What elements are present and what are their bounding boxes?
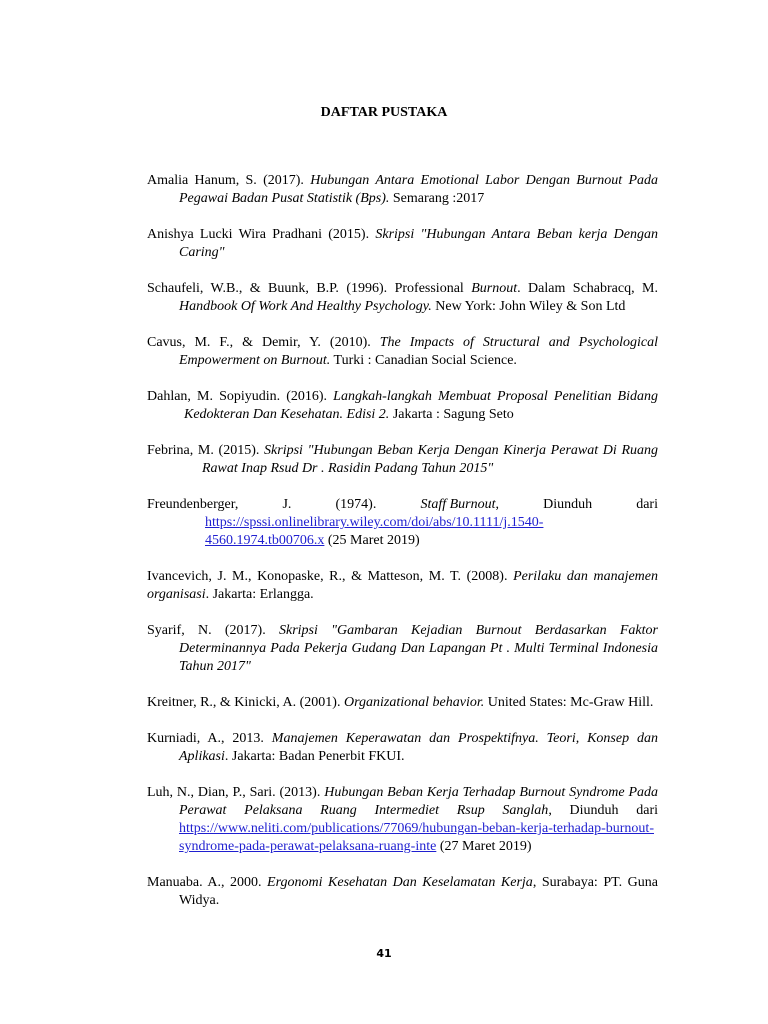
reference-author: Cavus, M. F., & Demir, Y. (2010). <box>147 335 380 350</box>
reference-title: Skripsi "Hubungan Beban Kerja Dengan Kinerja Perawat Di Ruang Rawat Inap Rsud Dr . Rasidin Padang Tahun 2015" <box>202 443 658 476</box>
reference-downloaded: Diunduh <box>543 497 593 512</box>
reference-title: Hubungan Antara Emotional Labor Dengan Burnout Pada Pegawai Badan Pusat Statistik (Bps). <box>179 173 658 206</box>
page-title: DAFTAR PUSTAKA <box>320 105 448 120</box>
reference-item <box>147 730 658 766</box>
reference-title: Hubungan Beban Kerja Terhadap Burnout Syndrome Pada Perawat Pelaksana Ruang Intermediet Rsup Sanglah <box>179 785 658 818</box>
reference-item <box>147 388 658 424</box>
reference-publisher: United States: Mc-Graw Hill. <box>484 695 654 710</box>
reference-title: Langkah-langkah Membuat Proposal Penelitian Bidang Kedokteran Dan Kesehatan. Edisi 2. <box>184 389 658 422</box>
reference-item <box>147 442 658 478</box>
reference-author: Schaufeli, W.B., & Buunk, B.P. (1996). Professional <box>147 281 472 296</box>
reference-list <box>147 172 658 928</box>
reference-author: Amalia Hanum, S. (2017). <box>147 173 311 188</box>
reference-publisher: . Jakarta: Badan Penerbit FKUI. <box>224 749 405 764</box>
reference-author: Manuaba. A., 2000. <box>147 875 268 890</box>
reference-author: Kreitner, R., & Kinicki, A. (2001). <box>147 695 344 710</box>
reference-year: (1974). <box>335 497 377 512</box>
page-number: 41 <box>376 947 392 960</box>
reference-title: Staff Burnout <box>420 497 496 512</box>
reference-author: Anishya Lucki Wira Pradhani (2015). <box>147 227 376 242</box>
reference-title: Ergonomi Kesehatan Dan Keselamatan Kerja <box>267 875 533 890</box>
reference-author: Febrina, M. (2015). <box>147 443 265 458</box>
reference-initial: J. <box>282 497 292 512</box>
reference-item <box>147 334 658 370</box>
reference-item <box>147 172 658 208</box>
reference-item <box>147 874 658 910</box>
reference-title: Manajemen Keperawatan dan Prospektifnya. Teori, Konsep dan Aplikasi <box>179 731 658 764</box>
reference-publisher: , Surabaya: PT. Guna Widya. <box>179 875 658 908</box>
reference-publisher: Jakarta : Sagung Seto <box>389 407 514 422</box>
reference-title: The Impacts of Structural and Psychological Empowerment on Burnout. <box>179 335 658 368</box>
reference-access-date: (27 Maret 2019) <box>436 839 532 854</box>
reference-item <box>147 496 658 550</box>
reference-downloaded: , Diunduh dari <box>548 803 659 818</box>
reference-text: . Dalam Schabracq, M. <box>517 281 658 296</box>
reference-comma: , <box>495 497 499 512</box>
reference-link-block <box>147 514 658 550</box>
reference-publisher: Semarang :2017 <box>389 191 485 206</box>
reference-item <box>147 568 658 604</box>
reference-item <box>147 694 658 712</box>
reference-title: Burnout <box>471 281 518 296</box>
reference-access-date: (25 Maret 2019) <box>324 533 420 548</box>
reference-item <box>147 622 658 676</box>
reference-title: Organizational behavior. <box>343 695 485 710</box>
reference-link[interactable]: https://www.neliti.com/publications/77069/hubungan-beban-kerja-terhadap-burnout-syndrome-pada-perawat-pelaksana-ruang-inte <box>179 821 654 854</box>
reference-author: Luh, N., Dian, P., Sari. (2013). <box>147 785 325 800</box>
reference-title: Perilaku dan manajemen organisasi <box>147 569 659 602</box>
reference-author: Ivancevich, J. M., Konopaske, R., & Matteson, M. T. (2008). <box>147 569 514 584</box>
reference-author: Syarif, N. (2017). <box>147 623 279 638</box>
reference-item <box>147 280 658 316</box>
reference-publisher: . Jakarta: Erlangga. <box>205 587 314 602</box>
reference-title: Skripsi "Gambaran Kejadian Burnout Berdasarkan Faktor Determinannya Pada Pekerja Gudang Dan Lapangan Pt . Multi Terminal Indonesia Tahun 2017" <box>179 623 658 674</box>
reference-link[interactable]: https://spssi.onlinelibrary.wiley.com/doi/abs/10.1111/j.1540-4560.1974.tb00706.x <box>205 515 544 548</box>
reference-from: dari <box>636 497 658 512</box>
reference-author: Freundenberger, <box>147 497 239 512</box>
reference-first-line <box>147 496 658 514</box>
reference-title: Skripsi "Hubungan Antara Beban kerja Dengan Caring" <box>179 227 659 260</box>
reference-item <box>147 784 658 856</box>
reference-item <box>147 226 658 262</box>
reference-publisher: New York: John Wiley & Son Ltd <box>431 299 626 314</box>
reference-author: Kurniadi, A., 2013. <box>147 731 272 746</box>
reference-author: Dahlan, M. Sopiyudin. (2016). <box>147 389 334 404</box>
reference-publisher: Turki : Canadian Social Science. <box>330 353 517 368</box>
reference-book-title: Handbook Of Work And Healthy Psychology. <box>179 299 432 314</box>
